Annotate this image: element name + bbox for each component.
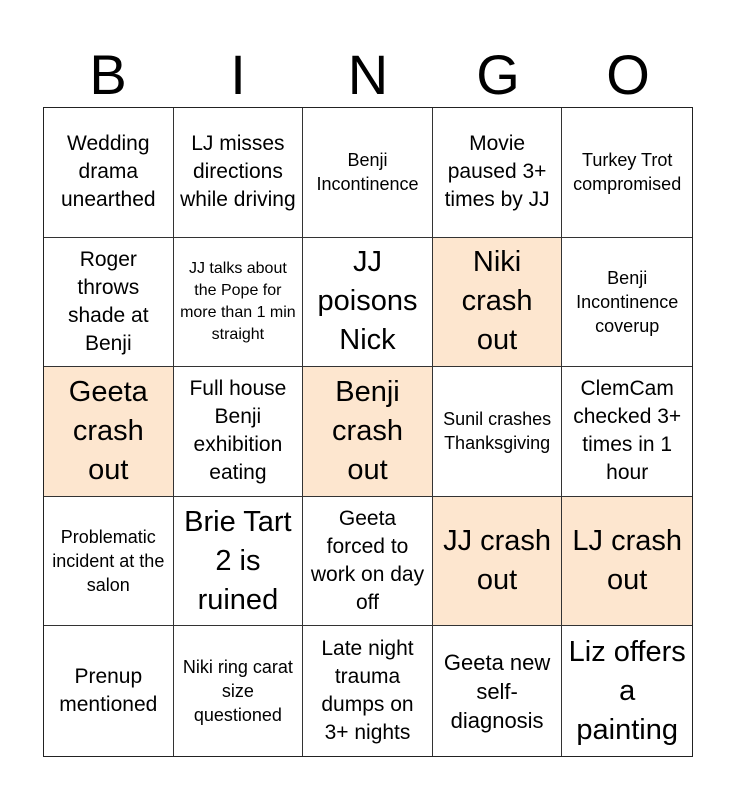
- bingo-cell-r3c1[interactable]: [44, 367, 174, 497]
- header-letter-o: O: [606, 43, 650, 106]
- bingo-cell-text: Benji Incontinence: [316, 150, 419, 195]
- bingo-cell-r4c5[interactable]: [562, 497, 692, 627]
- bingo-cell-text: Roger throws shade at Benji: [68, 247, 149, 355]
- bingo-cell-r1c3[interactable]: [303, 108, 433, 238]
- bingo-cell-text: Movie paused 3+ times by JJ: [444, 132, 550, 212]
- bingo-cell-text: LJ misses directions while driving: [180, 132, 296, 212]
- bingo-cell-r5c3[interactable]: [303, 626, 433, 756]
- bingo-cell-r2c4[interactable]: [433, 238, 563, 368]
- header-letter-g: G: [476, 43, 520, 106]
- bingo-cell-r1c4[interactable]: [433, 108, 563, 238]
- bingo-cell-text: Geeta forced to work on day off: [310, 507, 425, 615]
- bingo-cell-text: Geeta new self-diagnosis: [443, 649, 551, 733]
- bingo-cell-text: JJ talks about the Pope for more than 1 min straight: [180, 259, 296, 343]
- bingo-cell-r1c2[interactable]: [174, 108, 304, 238]
- bingo-cell-text: JJ poisons Nick: [317, 246, 418, 357]
- bingo-header: [43, 44, 693, 106]
- bingo-cell-text: Prenup mentioned: [59, 665, 158, 717]
- bingo-cell-text: JJ crash out: [443, 525, 552, 597]
- header-letter-b: B: [89, 43, 127, 106]
- bingo-grid: [43, 107, 693, 757]
- bingo-cell-r5c4[interactable]: [433, 626, 563, 756]
- bingo-cell-r1c1[interactable]: [44, 108, 174, 238]
- bingo-cell-r3c4[interactable]: [433, 367, 563, 497]
- header-letter-i: I: [230, 43, 246, 106]
- bingo-cell-r4c2[interactable]: [174, 497, 304, 627]
- bingo-cell-r2c1[interactable]: [44, 238, 174, 368]
- bingo-cell-text: Late night trauma dumps on 3+ nights: [321, 637, 414, 745]
- bingo-cell-r3c2[interactable]: [174, 367, 304, 497]
- bingo-cell-r2c3[interactable]: [303, 238, 433, 368]
- bingo-cell-text: Niki ring carat size questioned: [182, 657, 293, 726]
- bingo-cell-r4c4[interactable]: [433, 497, 563, 627]
- header-letter-n: N: [347, 43, 389, 106]
- bingo-cell-text: Problematic incident at the salon: [52, 527, 165, 596]
- bingo-cell-r5c1[interactable]: [44, 626, 174, 756]
- bingo-cell-text: Geeta crash out: [68, 375, 148, 486]
- bingo-cell-r4c1[interactable]: [44, 497, 174, 627]
- bingo-cell-r2c2[interactable]: [174, 238, 304, 368]
- bingo-cell-text: Niki crash out: [461, 246, 533, 357]
- bingo-cell-text: Brie Tart 2 is ruined: [184, 505, 292, 616]
- bingo-cell-r3c3[interactable]: [303, 367, 433, 497]
- bingo-cell-text: Sunil crashes Thanksgiving: [443, 409, 552, 454]
- bingo-cell-text: LJ crash out: [572, 525, 682, 597]
- bingo-cell-text: Benji crash out: [332, 375, 403, 486]
- bingo-cell-text: Wedding drama unearthed: [61, 132, 156, 212]
- bingo-cell-r2c5[interactable]: [562, 238, 692, 368]
- bingo-cell-r1c5[interactable]: [562, 108, 692, 238]
- bingo-cell-text: Turkey Trot compromised: [573, 150, 682, 195]
- bingo-cell-r4c3[interactable]: [303, 497, 433, 627]
- bingo-cell-r5c2[interactable]: [174, 626, 304, 756]
- bingo-cell-text: ClemCam checked 3+ times in 1 hour: [573, 377, 682, 485]
- bingo-cell-text: Benji Incontinence coverup: [576, 267, 679, 336]
- bingo-cell-r5c5[interactable]: [562, 626, 692, 756]
- bingo-cell-r3c5[interactable]: [562, 367, 692, 497]
- bingo-cell-text: Full house Benji exhibition eating: [189, 377, 287, 485]
- bingo-cell-text: Liz offers a painting: [568, 635, 686, 746]
